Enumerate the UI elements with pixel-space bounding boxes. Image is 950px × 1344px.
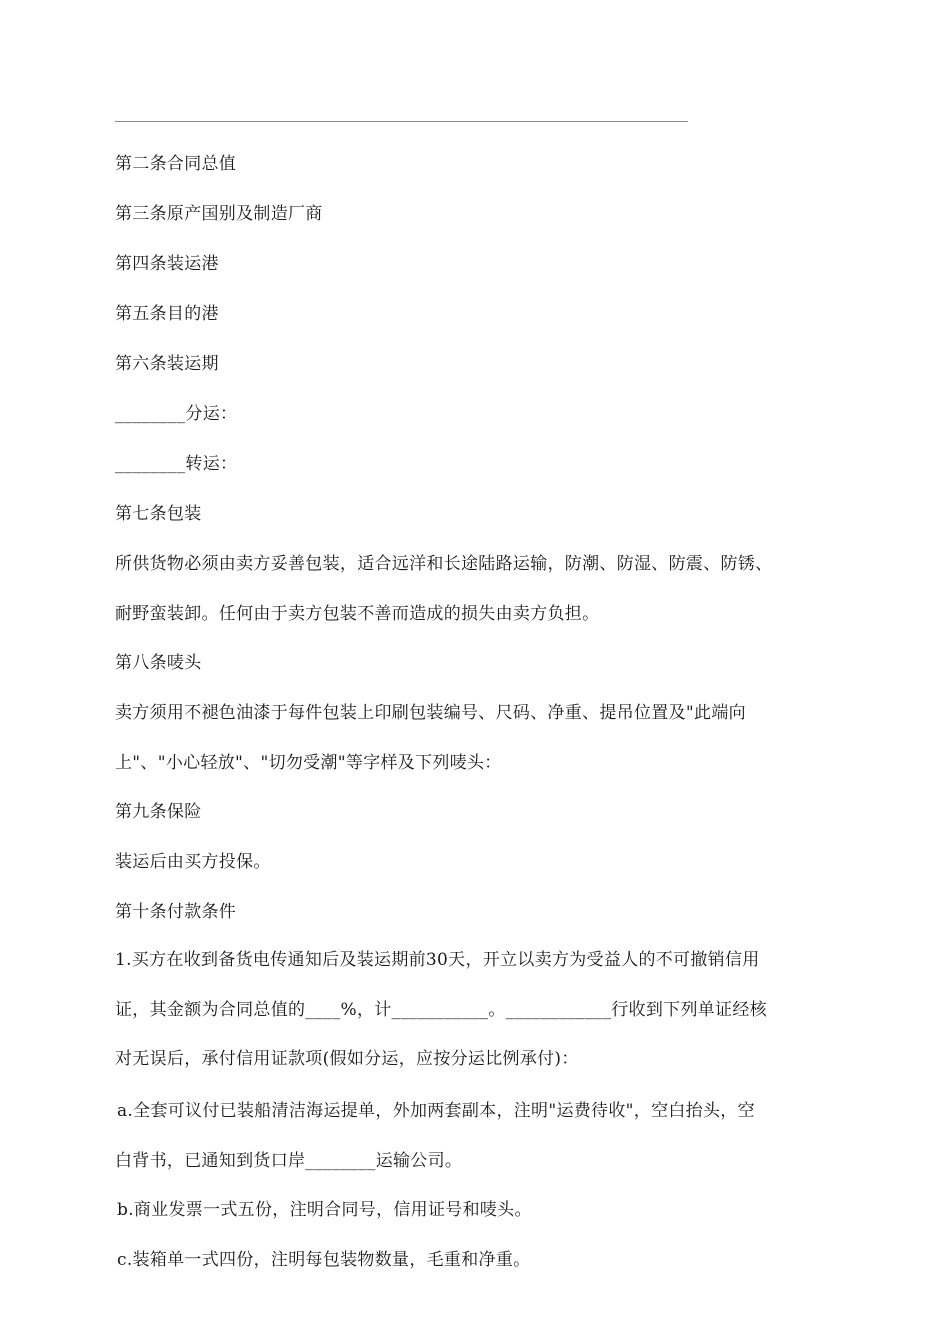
article-7-heading: 第七条包装 (115, 504, 202, 524)
transshipment-line: ________转运： (115, 454, 238, 474)
marks-paragraph-line-1: 卖方须用不褪色油漆于每件包装上印刷包装编号、尺码、净重、提吊位置及"此端向 (115, 703, 746, 723)
partial-shipment-line: ________分运： (115, 404, 238, 424)
top-divider (115, 121, 688, 122)
article-2-heading: 第二条合同总值 (115, 154, 237, 174)
item-b-line: b.商业发票一式五份，注明合同号，信用证号和唛头。 (117, 1200, 532, 1220)
item-c-line: c.装箱单一式四份，注明每包装物数量，毛重和净重。 (117, 1250, 531, 1270)
article-8-heading: 第八条唛头 (115, 653, 202, 673)
article-4-heading: 第四条装运港 (115, 254, 219, 274)
packing-paragraph-line-1: 所供货物必须由卖方妥善包装，适合远洋和长途陆路运输，防潮、防湿、防震、防锈、 (115, 554, 773, 574)
payment-paragraph-line-1: 1.买方在收到备货电传通知后及装运期前30天，开立以卖方为受益人的不可撤销信用 (115, 950, 760, 970)
article-10-heading: 第十条付款条件 (115, 902, 237, 922)
item-a-line-2: 白背书，已通知到货口岸________运输公司。 (115, 1151, 463, 1171)
article-5-heading: 第五条目的港 (115, 304, 219, 324)
insurance-paragraph: 装运后由买方投保。 (115, 852, 271, 872)
payment-paragraph-line-3: 对无误后，承付信用证款项(假如分运，应按分运比例承付)： (115, 1049, 579, 1069)
marks-paragraph-line-2: 上"、"小心轻放"、"切勿受潮"等字样及下列唛头： (115, 753, 502, 773)
article-3-heading: 第三条原产国别及制造厂商 (115, 204, 323, 224)
item-a-line-1: a.全套可议付已装船清洁海运提单，外加两套副本，注明"运费待收"，空白抬头，空 (117, 1101, 755, 1121)
article-6-heading: 第六条装运期 (115, 354, 219, 374)
article-9-heading: 第九条保险 (115, 802, 202, 822)
payment-paragraph-line-2: 证，其金额为合同总值的____%，计___________。____________行收到下列单证经核 (115, 1000, 767, 1020)
packing-paragraph-line-2: 耐野蛮装卸。任何由于卖方包装不善而造成的损失由卖方负担。 (115, 604, 600, 624)
